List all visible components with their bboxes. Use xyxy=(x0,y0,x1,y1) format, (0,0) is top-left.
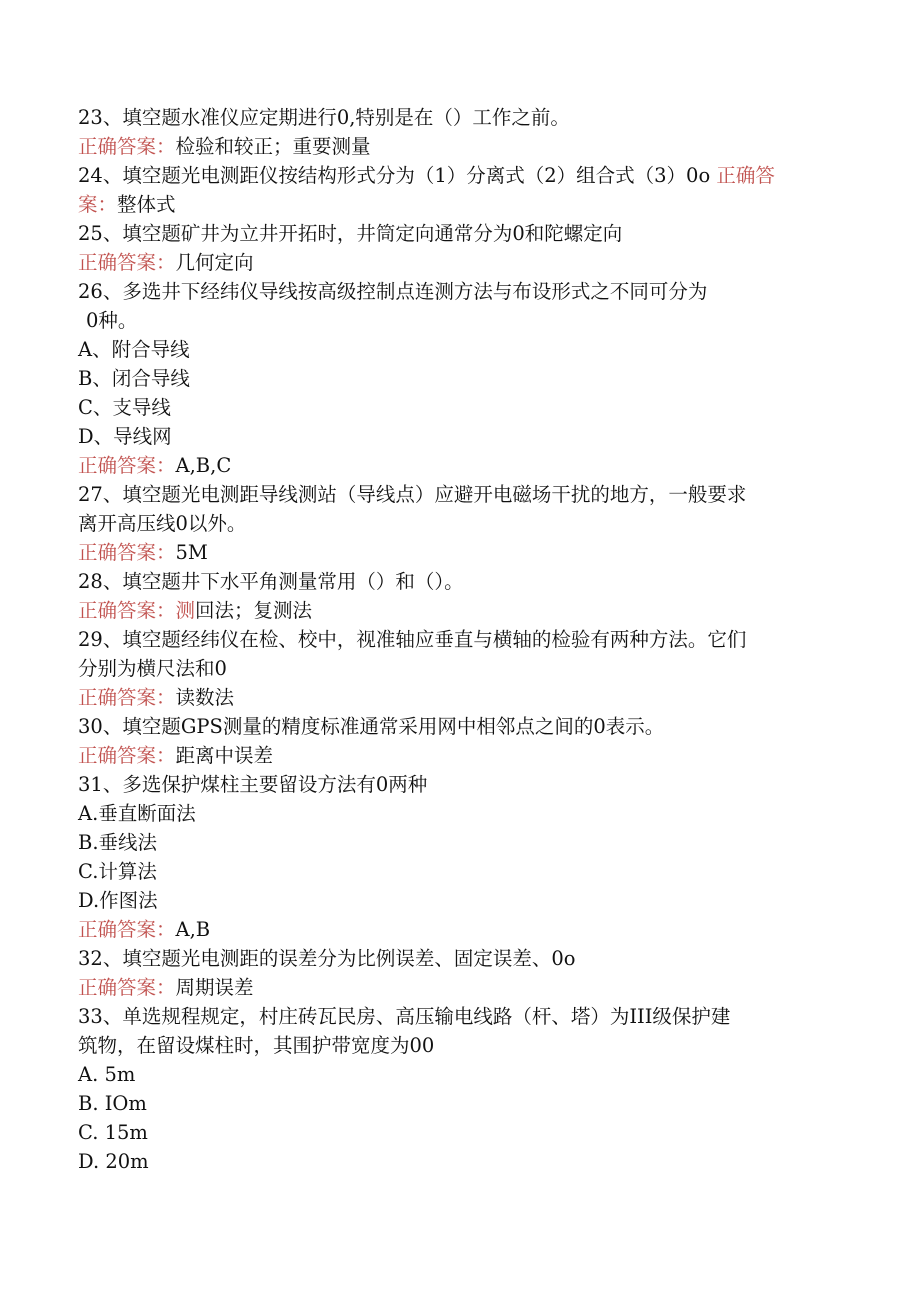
line-text: B、闭合导线 xyxy=(78,367,190,390)
line-text: 32、填空题光电测距的误差分为比例误差、固定误差、0o xyxy=(78,947,576,970)
text-line xyxy=(78,509,838,538)
question-line xyxy=(78,770,838,799)
question-line xyxy=(78,567,838,596)
line-text: 0种。 xyxy=(86,309,138,332)
option-line xyxy=(78,364,838,393)
answer-label: 正确答案： xyxy=(78,454,176,477)
answer-line xyxy=(78,741,838,770)
line-text: 28、填空题井下水平角测量常用（）和（）。 xyxy=(78,570,464,593)
answer-line xyxy=(78,683,838,712)
answer-text: 几何定向 xyxy=(175,251,254,274)
text-line xyxy=(78,654,838,683)
line-text: B.垂线法 xyxy=(78,831,158,854)
answer-text: A,B,C xyxy=(175,454,232,477)
answer-text: 距离中误差 xyxy=(175,744,274,767)
option-line xyxy=(78,828,838,857)
option-line xyxy=(78,393,838,422)
line-text: D. 20m xyxy=(78,1150,149,1173)
option-line xyxy=(78,1118,838,1147)
answer-label: 正确答案： xyxy=(78,541,176,564)
line-text: C、支导线 xyxy=(78,396,171,419)
answer-text: 5M xyxy=(175,541,208,564)
line-text: 27、填空题光电测距导线测站（导线点）应避开电磁场干扰的地方，一般要求 xyxy=(78,483,747,506)
line-text: 31、多选保护煤柱主要留设方法有0两种 xyxy=(78,773,428,796)
line-text: 25、填空题矿井为立井开拓时，井筒定向通常分为0和陀螺定向 xyxy=(78,222,623,245)
line-text: C. 15m xyxy=(78,1121,148,1144)
line-text: 26、多选井下经纬仪导线按高级控制点连测方法与布设形式之不同可分为 xyxy=(78,280,708,303)
option-line xyxy=(78,857,838,886)
answer-label: 正确答 xyxy=(716,164,775,187)
line-text: 23、填空题水准仪应定期进行0,特别是在（）工作之前。 xyxy=(78,106,570,129)
line-text: 24、填空题光电测距仪按结构形式分为（1）分离式（2）组合式（3）0o xyxy=(78,164,711,187)
answer-line xyxy=(78,132,838,161)
answer-text: 读数法 xyxy=(175,686,235,709)
option-line xyxy=(78,1147,838,1176)
question-line xyxy=(78,219,838,248)
line-text: A、附合导线 xyxy=(78,338,190,361)
option-line xyxy=(78,886,838,915)
answer-text: A,B xyxy=(175,918,211,941)
line-text: 离开高压线0以外。 xyxy=(78,512,247,535)
answer-label: 正确答案： xyxy=(78,251,176,274)
text-line xyxy=(86,306,846,335)
answer-label: 正确答案： xyxy=(78,976,176,999)
answer-text-red: 测 xyxy=(175,599,196,622)
option-line xyxy=(78,335,838,364)
option-line xyxy=(78,1060,838,1089)
answer-line xyxy=(78,538,838,567)
question-line xyxy=(78,712,838,741)
answer-label: 正确答案： xyxy=(78,599,176,622)
answer-text: 整体式 xyxy=(117,193,176,216)
answer-label: 正确答案： xyxy=(78,686,176,709)
answer-text: 回法；复测法 xyxy=(195,599,313,622)
line-text: A. 5m xyxy=(78,1063,136,1086)
option-line xyxy=(78,799,838,828)
answer-line xyxy=(78,596,838,625)
answer-label: 正确答案： xyxy=(78,744,176,767)
answer-line xyxy=(78,915,838,944)
line-text: D、导线网 xyxy=(78,425,172,448)
text-line xyxy=(78,1031,838,1060)
line-text: 33、单选规程规定，村庄砖瓦民房、高压输电线路（杆、塔）为III级保护建 xyxy=(78,1005,731,1028)
question-line xyxy=(78,277,838,306)
question-line xyxy=(78,480,838,509)
line-text: 29、填空题经纬仪在检、校中，视准轴应垂直与横轴的检验有两种方法。它们 xyxy=(78,628,747,651)
question-line xyxy=(78,161,838,190)
answer-line xyxy=(78,973,838,1002)
answer-line xyxy=(78,248,838,277)
answer-text: 检验和较正；重要测量 xyxy=(175,135,371,158)
answer-line xyxy=(78,451,838,480)
answer-label: 正确答案： xyxy=(78,918,176,941)
answer-label-continued: 案： xyxy=(78,193,118,216)
question-line xyxy=(78,625,838,654)
line-text: 30、填空题GPS测量的精度标准通常采用网中相邻点之间的0表示。 xyxy=(78,715,665,738)
question-line xyxy=(78,1002,838,1031)
answer-text: 周期误差 xyxy=(175,976,254,999)
line-text: B. IOm xyxy=(78,1092,147,1115)
line-text: D.作图法 xyxy=(78,889,158,912)
text-line xyxy=(78,190,838,219)
line-text: C.计算法 xyxy=(78,860,157,883)
option-line xyxy=(78,422,838,451)
question-line xyxy=(78,944,838,973)
answer-label: 正确答案： xyxy=(78,135,176,158)
line-text: 分别为横尺法和0 xyxy=(78,657,227,680)
option-line xyxy=(78,1089,838,1118)
line-text: A.垂直断面法 xyxy=(78,802,196,825)
question-line xyxy=(78,103,838,132)
line-text: 筑物，在留设煤柱时，其围护带宽度为00 xyxy=(78,1034,435,1057)
